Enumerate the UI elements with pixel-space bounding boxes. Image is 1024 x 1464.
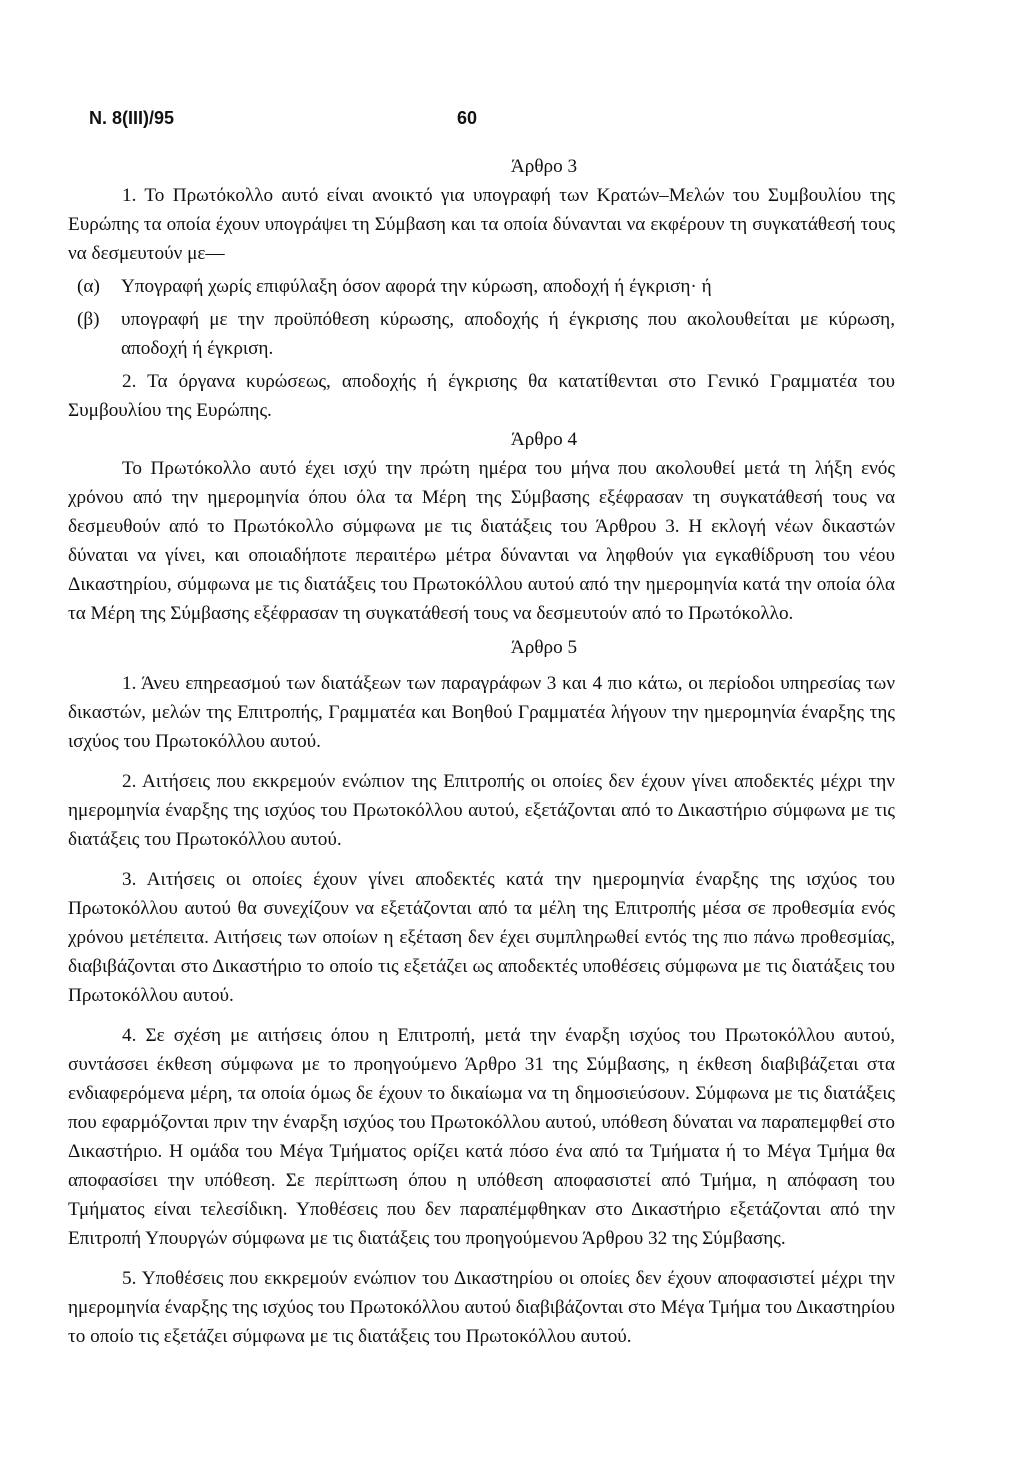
article-3-paragraph-2: 2. Τα όργανα κυρώσεως, αποδοχής ή έγκρισης θα κατατίθενται στο Γενικό Γραμματέα του Συμβουλίου της Ευρώπης. (68, 371, 895, 421)
article-5-paragraph-1: 1. Άνευ επηρεασμού των διατάξεων των παραγράφων 3 και 4 πιο κάτω, οι περίοδοι υπηρεσίας των δικαστών, μελών της Επιτροπής, Γραμματέα και Βοηθού Γραμματέα λήγουν την ημερομηνία έναρξης της ισχύος του Πρωτοκόλλου αυτού. (68, 673, 895, 752)
law-number: Ν. 8(ΙΙΙ)/95 (89, 108, 175, 128)
article-3-item-b (77, 305, 895, 363)
article-5-paragraph-5: 5. Υποθέσεις που εκκρεμούν ενώπιον του Δικαστηρίου οι οποίες δεν έχουν αποφασιστεί μέχρι την ημερομηνία έναρξης της ισχύος του Πρωτοκόλλου αυτού διαβιβάζονται στο Μέγα Τμήμα του Δικαστηρίου το οποίο τις εξετάζει σύμφωνα με τις διατάξεις του Πρωτοκόλλου αυτού. (68, 1268, 895, 1347)
document-body (68, 152, 895, 1351)
article-3-item-a (77, 272, 895, 301)
article-4-heading: Άρθρο 4 (510, 429, 578, 450)
item-a-label: (α) (77, 276, 100, 297)
article-4-paragraph-1: Το Πρωτόκολλο αυτό έχει ισχύ την πρώτη ημέρα του μήνα που ακολουθεί μετά τη λήξη ενός χρόνου από την ημερομηνία όπου όλα τα Μέρη της Σύμβασης εξέφρασαν τη συγκατάθεσή τους να δεσμευθούν από το Πρωτόκολλο σύμφωνα με τις διατάξεις του Άρθρου 3. Η εκλογή νέων δικαστών δύναται να γίνει, και οποιαδήποτε περαιτέρω μέτρα δύνανται να ληφθούν για εγκαθίδρυση του νέου Δικαστηρίου, σύμφωνα με τις διατάξεις του Πρωτοκόλλου αυτού από την ημερομηνία κατά την οποία όλα τα Μέρη της Σύμβασης εξέφρασαν τη συγκατάθεσή τους να δεσμευτούν από το Πρωτόκολλο. (68, 458, 895, 624)
article-3-paragraph-1: 1. Το Πρωτόκολλο αυτό είναι ανοικτό για υπογραφή των Κρατών–Μελών του Συμβουλίου της Ευρώπης τα οποία έχουν υπογράψει τη Σύμβαση και τα οποία δύνανται να εκφέρουν τη συγκατάθεσή τους να δεσμευτούν με— (68, 185, 895, 264)
article-5-paragraph-3: 3. Αιτήσεις οι οποίες έχουν γίνει αποδεκτές κατά την ημερομηνία έναρξης της ισχύος του Πρωτοκόλλου αυτού θα συνεχίζουν να εξετάζονται από τα μέλη της Επιτροπής μέσα σε προθεσμία ενός χρόνου μετέπειτα. Αιτήσεις των οποίων η εξέταση δεν έχει συμπληρωθεί εντός της πιο πάνω προθεσμίας, διαβιβάζονται στο Δικαστήριο το οποίο τις εξετάζει ως αποδεκτές υποθέσεις σύμφωνα με τις διατάξεις του Πρωτοκόλλου αυτού. (68, 869, 895, 1006)
article-5-heading: Άρθρο 5 (510, 637, 578, 658)
article-3 (68, 152, 895, 425)
item-b-label: (β) (77, 309, 100, 330)
article-5-paragraph-2: 2. Αιτήσεις που εκκρεμούν ενώπιον της Επιτροπής οι οποίες δεν έχουν γίνει αποδεκτές μέχρι την ημερομηνία έναρξης της ισχύος του Πρωτοκόλλου αυτού, εξετάζονται από το Δικαστήριο σύμφωνα με τις διατάξεις του Πρωτοκόλλου αυτού. (68, 771, 895, 850)
item-b-text: υπογραφή με την προϋπόθεση κύρωσης, αποδοχής ή έγκρισης που ακολουθείται με κύρωση, αποδοχή ή έγκριση. (121, 309, 895, 359)
article-3-heading: Άρθρο 3 (510, 156, 578, 177)
item-a-text: Υπογραφή χωρίς επιφύλαξη όσον αφορά την κύρωση, αποδοχή ή έγκριση· ή (121, 276, 712, 297)
article-5 (68, 633, 895, 1351)
article-5-paragraph-4: 4. Σε σχέση με αιτήσεις όπου η Επιτροπή, μετά την έναρξη ισχύος του Πρωτοκόλλου αυτού, συντάσσει έκθεση σύμφωνα με το προηγούμενο Άρθρο 31 της Σύμβασης, η έκθεση διαβιβάζεται στα ενδιαφερόμενα μέρη, τα οποία όμως δε έχουν το δικαίωμα να τη δημοσιεύσουν. Σύμφωνα με τις διατάξεις που εφαρμόζονται πριν την έναρξη ισχύος του Πρωτοκόλλου αυτού, υπόθεση δύναται να παραπεμφθεί στο Δικαστήριο. Η ομάδα του Μέγα Τμήματος ορίζει κατά πόσο ένα από τα Τμήματα ή το Μέγα Τμήμα θα αποφασίσει την υπόθεση. Σε περίπτωση όπου η υπόθεση αποφασιστεί από Τμήμα, η απόφαση του Τμήματος είναι τελεσίδικη. Υποθέσεις που δεν παραπέμφθηκαν στο Δικαστήριο εξετάζονται από την Επιτροπή Υπουργών σύμφωνα με τις διατάξεις του προηγούμενου Άρθρου 32 της Σύμβασης. (68, 1025, 895, 1249)
page-number: 60 (457, 108, 478, 128)
article-4 (68, 425, 895, 628)
running-header (68, 104, 895, 134)
